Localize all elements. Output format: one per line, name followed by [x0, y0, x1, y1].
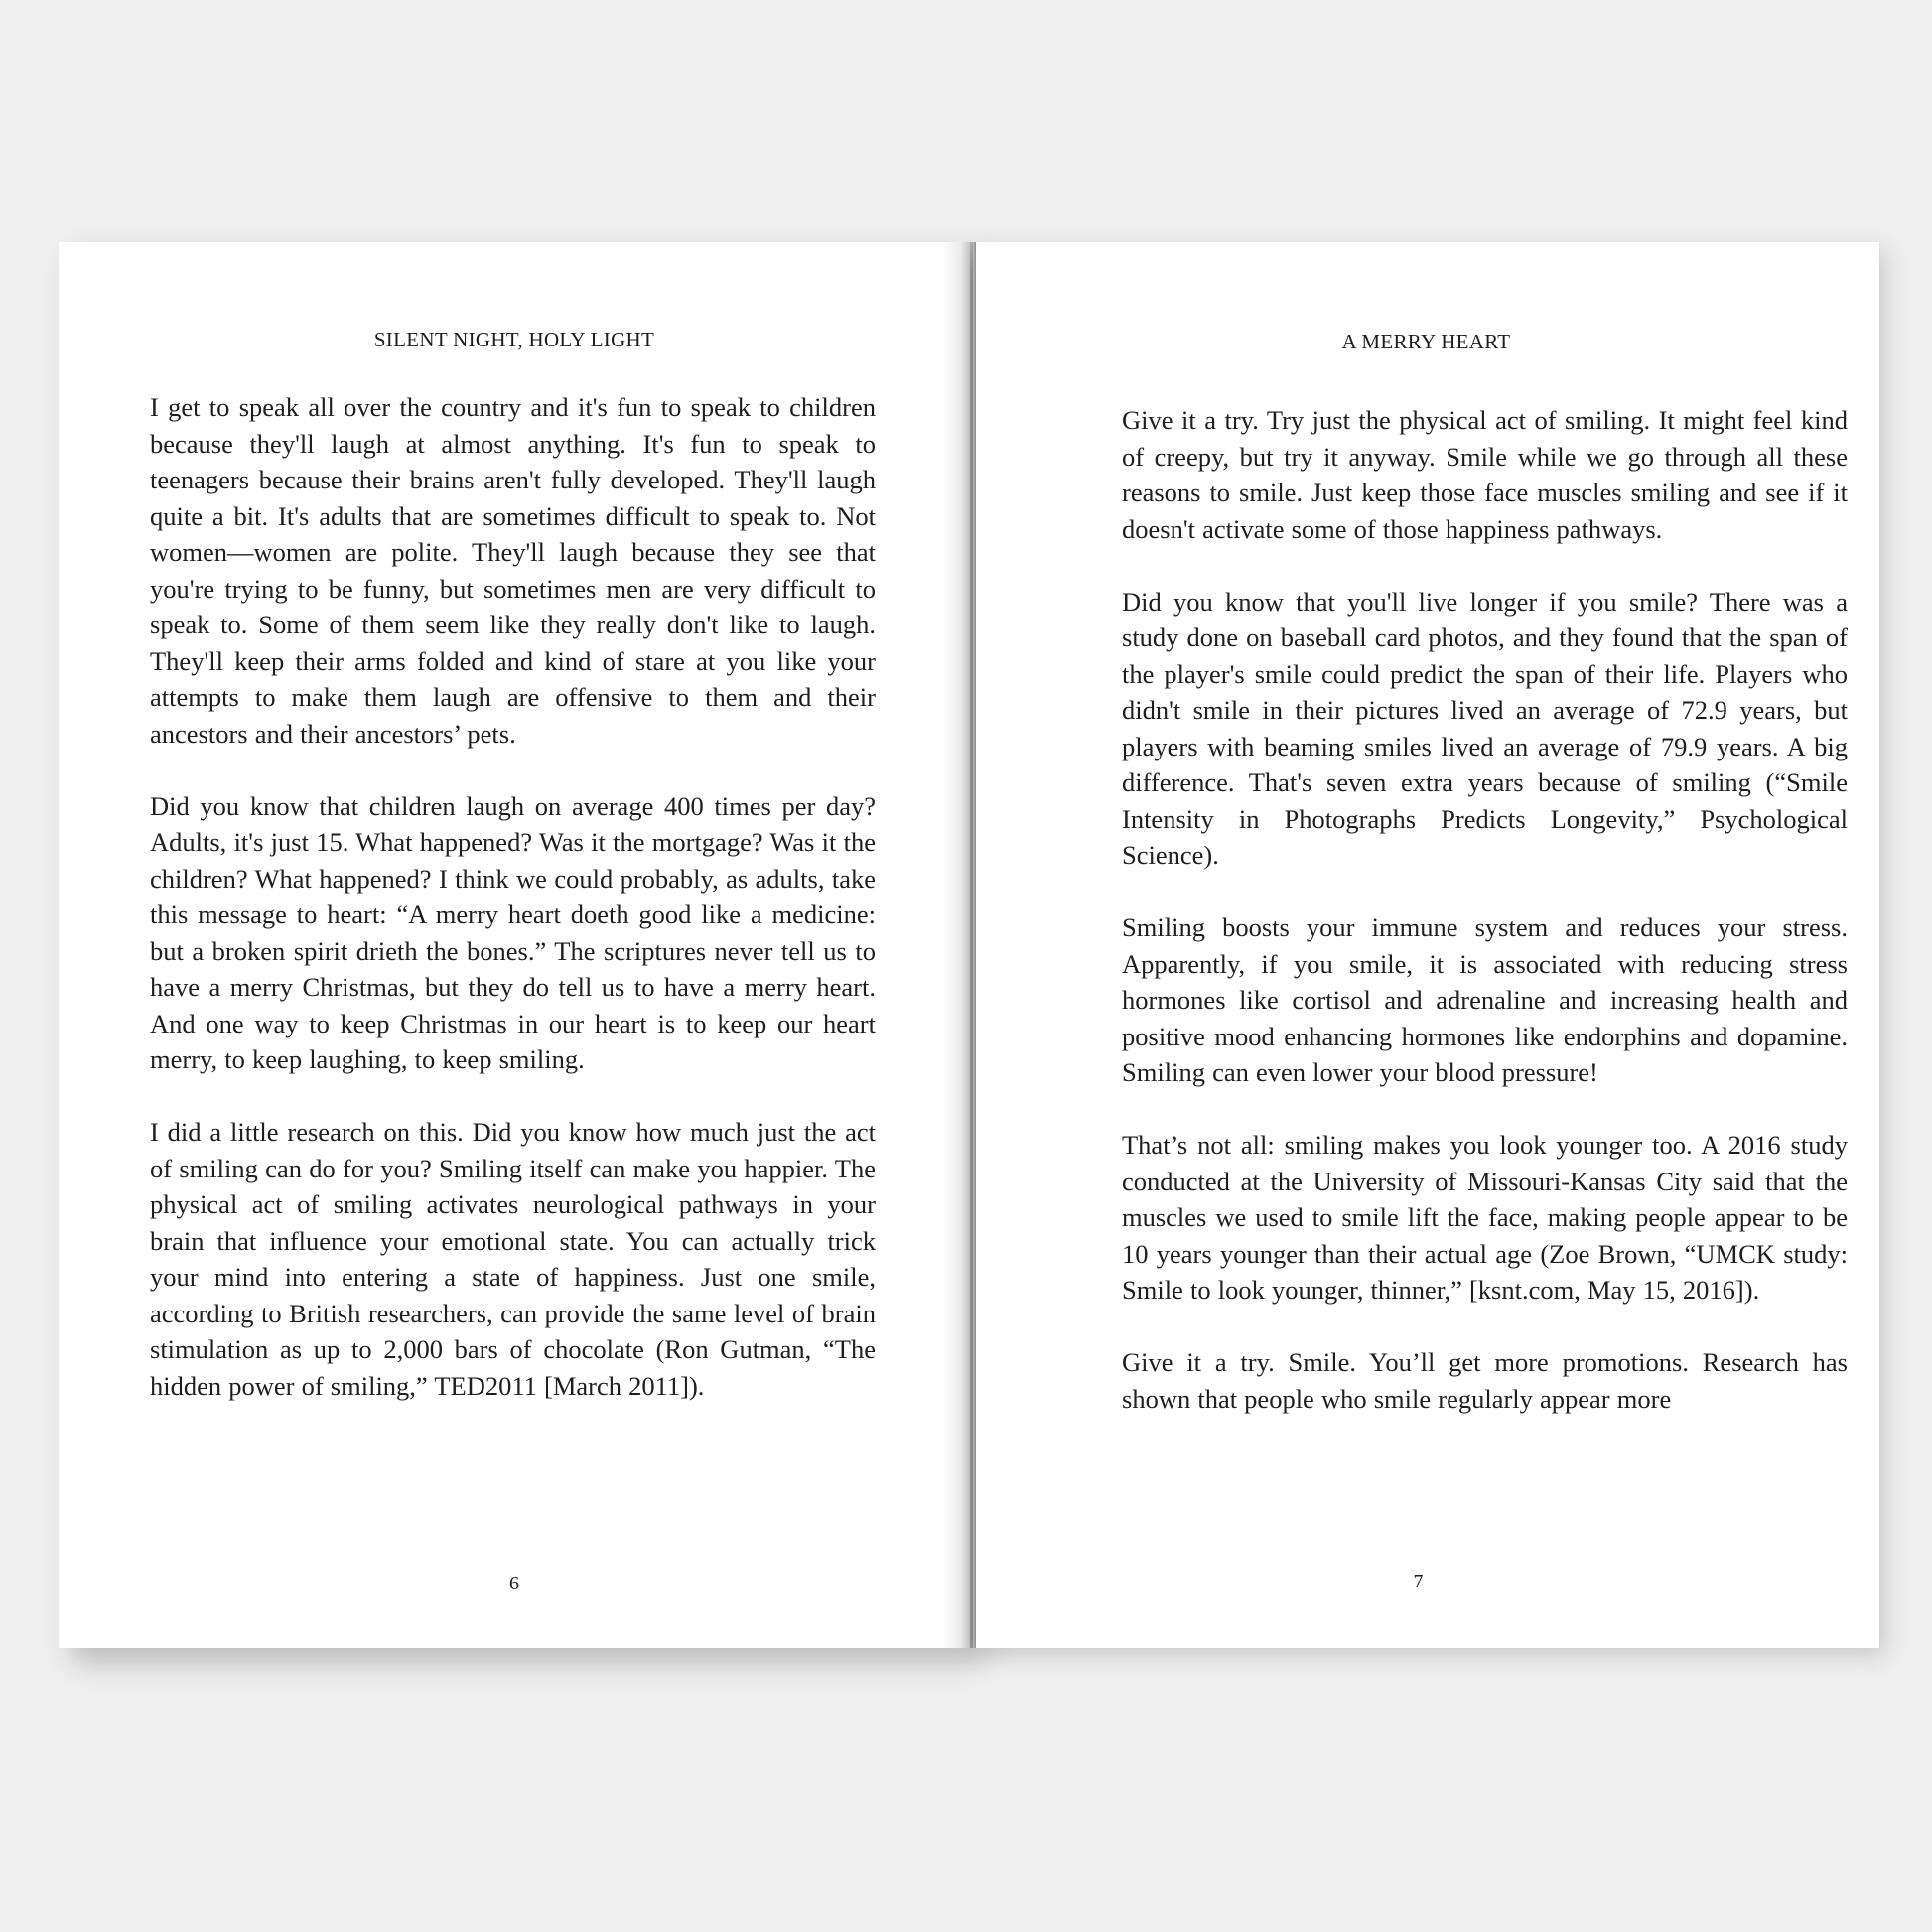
paragraph: Did you know that you'll live longer if you smile? There was a study done on baseball card photos, and they found that the span of the player's smile could predict the span of their life. Players who didn't smile in their pictures lived an average of 72.9 years, but players with beaming smiles lived an average of 79.9 years. A big difference. That's seven extra years because of smiling (“Smile Intensity in Photographs Predicts Longevity,” Psychological Science).: [1122, 586, 1848, 870]
running-head-left: SILENT NIGHT, HOLY LIGHT: [373, 328, 655, 351]
book-spread: [59, 242, 1879, 1648]
paragraph: I get to speak all over the country and it's fun to speak to children because they'll laugh at almost anything. It's fun to speak to teenagers because their brains aren't fully developed. They'll laugh quite a bit. It's adults that are sometimes difficult to speak to. Not women—women are polite. They'll laugh because they see that you're trying to be funny, but sometimes men are very difficult to speak to. Some of them seem like they really don't like to laugh. They'll keep their arms folded and kind of stare at you like your attempts to make them laugh are offensive to them and their ancestors and their ancestors’ pets.: [150, 392, 876, 749]
paragraph: Give it a try. Smile. You’ll get more promotions. Research has shown that people who smile regularly appear more: [1122, 1347, 1848, 1414]
page-number-right: 7: [1413, 1571, 1424, 1592]
paragraph: Give it a try. Try just the physical act of smiling. It might feel kind of creepy, but try it anyway. Smile while we go through all these reasons to smile. Just keep those face muscles smiling and see if it doesn't activate some of those happiness pathways.: [1122, 405, 1848, 544]
right-page-body: [1122, 402, 1848, 1453]
right-page: [973, 242, 1879, 1648]
paragraph: Smiling boosts your immune system and reduces your stress. Apparently, if you smile, it is associated with reducing stress hormones like cortisol and adrenaline and increasing health and positive mood enhancing hormones like endorphins and dopamine. Smiling can even lower your blood pressure!: [1122, 912, 1848, 1087]
paragraph: Did you know that children laugh on average 400 times per day? Adults, it's just 15. What happened? Was it the mortgage? Was it the children? What happened? I think we could probably, as adults, take this message to heart: “A merry heart doeth good like a medicine: but a broken spirit drieth the bones.” The scriptures never tell us to have a merry Christmas, but they do tell us to have a merry heart. And one way to keep Christmas in our heart is to keep our heart merry, to keep laughing, to keep smiling.: [150, 790, 876, 1074]
left-page: [59, 242, 970, 1648]
left-page-body: [150, 389, 876, 1441]
running-head-right: A MERRY HEART: [1341, 330, 1511, 353]
paragraph: That’s not all: smiling makes you look younger too. A 2016 study conducted at the University of Missouri-Kansas City said that the muscles we used to smile lift the face, making people appear to be 10 years younger than their actual age (Zoe Brown, “UMCK study: Smile to look younger, thinner,” [ksnt.com, May 15, 2016]).: [1122, 1130, 1848, 1305]
page-number-left: 6: [509, 1573, 519, 1594]
paragraph: I did a little research on this. Did you know how much just the act of smiling can do for you? Smiling itself can make you happier. The physical act of smiling activates neurological pathways in your brain that influence your emotional state. You can actually trick your mind into entering a state of happiness. Just one smile, according to British researchers, can provide the same level of brain stimulation as up to 2,000 bars of chocolate (Ron Gutman, “The hidden power of smiling,” TED2011 [March 2011]).: [150, 1117, 876, 1401]
